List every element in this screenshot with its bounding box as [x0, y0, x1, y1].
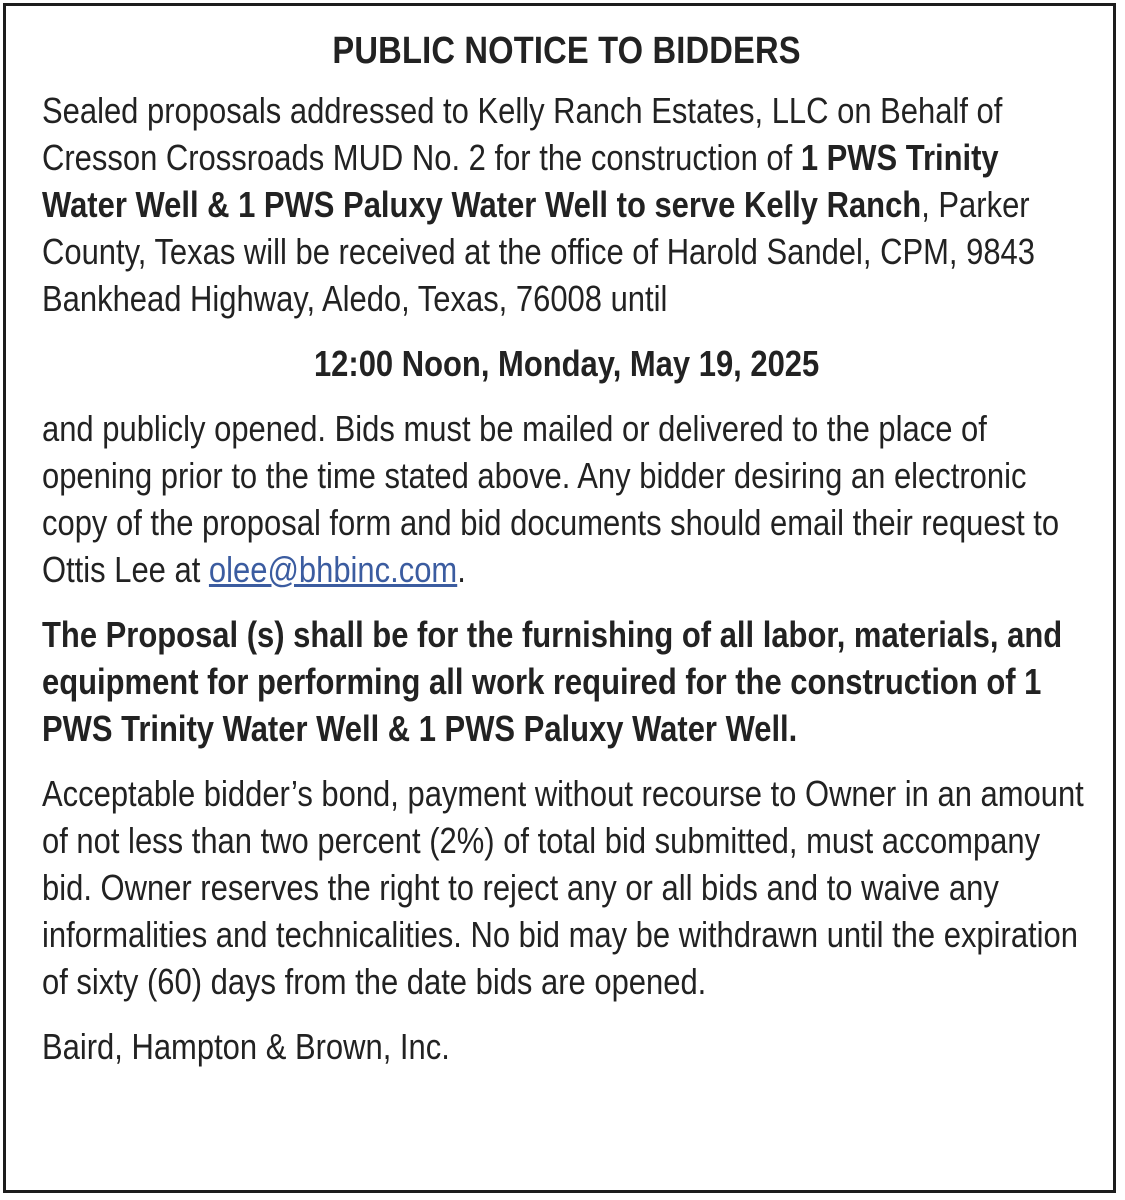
p1-text-before: Sealed proposals addressed to Kelly Ranch Estates, LLC on Behalf of Cresson Crossroads MUD No. 2 for the construction of	[42, 90, 1003, 178]
p2-text-after: .	[457, 549, 466, 590]
signature: Baird, Hampton & Brown, Inc.	[42, 1026, 450, 1067]
paragraph-proposal-scope: The Proposal (s) shall be for the furnishing of all labor, materials, and equipment for performing all work required for the construction of 1 PWS Trinity Water Well & 1 PWS Paluxy Water Well.	[42, 614, 1063, 749]
bid-deadline: 12:00 Noon, Monday, May 19, 2025	[313, 343, 820, 384]
p1-text-after: , Parker County, Texas will be received at the office of Harold Sandel, CPM, 9843 Bankhead Highway, Aledo, Texas, 76008 until	[42, 184, 1035, 319]
p2-text-before: and publicly opened. Bids must be mailed or delivered to the place of opening prior to the time stated above. Any bidder desiring an electronic copy of the proposal form and bid documents should email their request to Ottis Lee at	[42, 408, 1060, 590]
notice-content	[42, 30, 1092, 1070]
p1-project-name: 1 PWS Trinity Water Well & 1 PWS Paluxy Water Well to serve Kelly Ranch	[42, 137, 999, 225]
paragraph-bond: Acceptable bidder’s bond, payment without recourse to Owner in an amount of not less than two percent (2%) of total bid submitted, must accompany bid. Owner reserves the right to reject any or all bids and to waive any informalities and technicalities. No bid may be withdrawn until the expiration of sixty (60) days from the date bids are opened.	[42, 773, 1084, 1002]
paragraph-opening	[42, 405, 1091, 593]
paragraph-sealed-proposals	[42, 87, 1091, 322]
notice-title: PUBLIC NOTICE TO BIDDERS	[332, 30, 801, 72]
email-link[interactable]: olee@bhbinc.com	[208, 549, 458, 590]
notice-body	[42, 30, 1091, 1070]
